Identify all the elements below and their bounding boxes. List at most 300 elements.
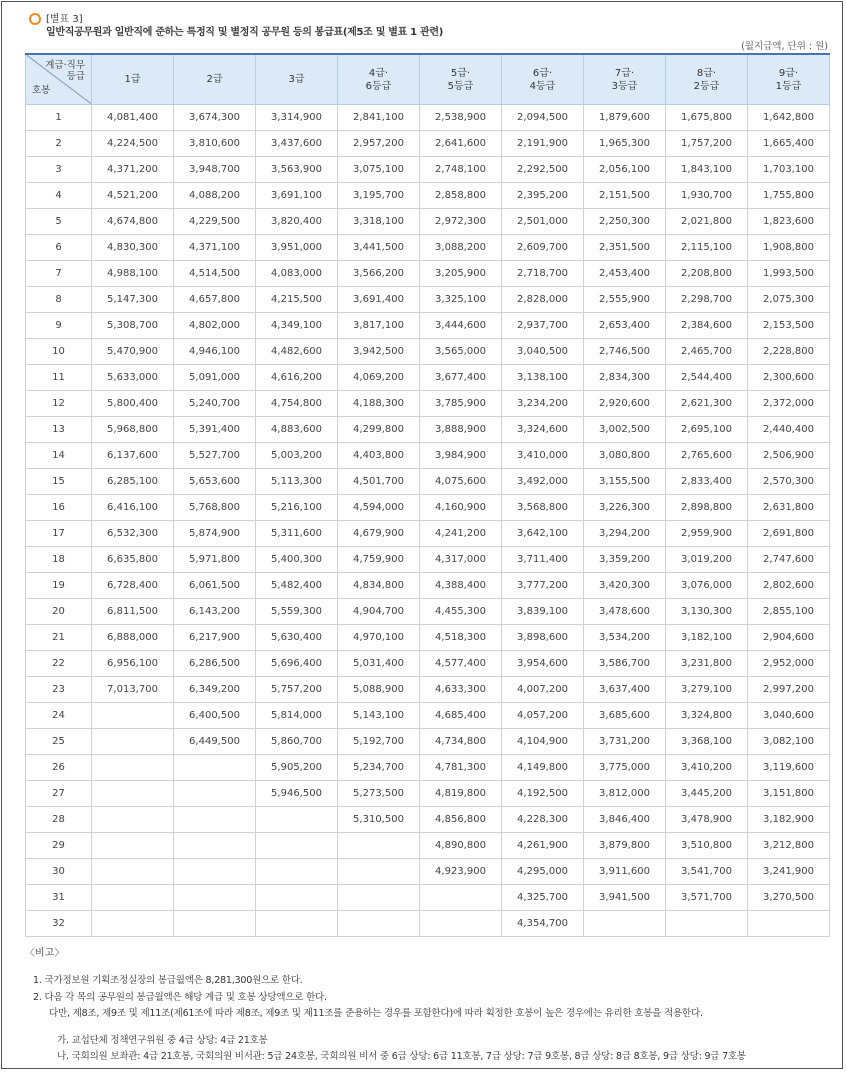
salary-cell: 2,395,200 — [502, 183, 584, 209]
salary-cell: 2,453,400 — [584, 261, 666, 287]
step-number-cell: 3 — [26, 157, 92, 183]
salary-cell: 4,069,200 — [338, 365, 420, 391]
salary-table-body — [26, 105, 830, 937]
salary-cell: 3,314,900 — [256, 105, 338, 131]
salary-cell: 3,082,100 — [748, 729, 830, 755]
salary-cell: 3,279,100 — [666, 677, 748, 703]
column-header: 3급 — [256, 54, 338, 105]
salary-cell: 4,734,800 — [420, 729, 502, 755]
salary-cell: 3,080,800 — [584, 443, 666, 469]
salary-cell: 4,988,100 — [92, 261, 174, 287]
salary-cell: 3,568,800 — [502, 495, 584, 521]
salary-cell — [92, 885, 174, 911]
table-row — [26, 651, 830, 677]
salary-cell: 6,888,000 — [92, 625, 174, 651]
corner-step-label: 호봉 — [32, 85, 51, 96]
salary-cell — [174, 833, 256, 859]
salary-cell: 4,229,500 — [174, 209, 256, 235]
salary-cell: 4,518,300 — [420, 625, 502, 651]
step-number-cell: 14 — [26, 443, 92, 469]
salary-cell: 2,292,500 — [502, 157, 584, 183]
salary-cell: 3,076,000 — [666, 573, 748, 599]
salary-cell — [666, 911, 748, 937]
salary-cell: 1,908,800 — [748, 235, 830, 261]
salary-cell: 4,104,900 — [502, 729, 584, 755]
salary-cell: 5,143,100 — [338, 703, 420, 729]
salary-cell: 6,811,500 — [92, 599, 174, 625]
salary-cell: 4,759,900 — [338, 547, 420, 573]
table-row — [26, 443, 830, 469]
step-number-cell: 5 — [26, 209, 92, 235]
salary-cell: 3,445,200 — [666, 781, 748, 807]
salary-cell: 4,754,800 — [256, 391, 338, 417]
bullet-circle-icon — [29, 13, 41, 25]
salary-cell: 4,215,500 — [256, 287, 338, 313]
salary-cell: 3,478,600 — [584, 599, 666, 625]
salary-cell: 5,310,500 — [338, 807, 420, 833]
salary-cell: 1,823,600 — [748, 209, 830, 235]
salary-cell: 2,151,500 — [584, 183, 666, 209]
step-number-cell: 23 — [26, 677, 92, 703]
table-row — [26, 313, 830, 339]
salary-cell: 3,088,200 — [420, 235, 502, 261]
salary-cell: 5,113,300 — [256, 469, 338, 495]
salary-cell: 2,506,900 — [748, 443, 830, 469]
table-row — [26, 703, 830, 729]
salary-cell: 5,768,800 — [174, 495, 256, 521]
salary-cell: 4,514,500 — [174, 261, 256, 287]
salary-cell: 2,748,100 — [420, 157, 502, 183]
salary-cell: 4,149,800 — [502, 755, 584, 781]
salary-cell: 2,440,400 — [748, 417, 830, 443]
table-row — [26, 339, 830, 365]
salary-cell: 2,300,600 — [748, 365, 830, 391]
salary-cell: 5,696,400 — [256, 651, 338, 677]
step-number-cell: 11 — [26, 365, 92, 391]
salary-cell: 6,217,900 — [174, 625, 256, 651]
step-number-cell: 7 — [26, 261, 92, 287]
salary-cell: 5,559,300 — [256, 599, 338, 625]
salary-cell: 2,695,100 — [666, 417, 748, 443]
salary-cell: 2,746,500 — [584, 339, 666, 365]
table-row — [26, 131, 830, 157]
salary-cell: 4,674,800 — [92, 209, 174, 235]
salary-cell: 2,384,600 — [666, 313, 748, 339]
salary-cell: 2,621,300 — [666, 391, 748, 417]
salary-cell: 2,997,200 — [748, 677, 830, 703]
salary-cell: 3,642,100 — [502, 521, 584, 547]
salary-cell: 1,675,800 — [666, 105, 748, 131]
salary-cell: 3,002,500 — [584, 417, 666, 443]
salary-cell: 4,081,400 — [92, 105, 174, 131]
salary-cell: 6,286,500 — [174, 651, 256, 677]
salary-cell: 2,372,000 — [748, 391, 830, 417]
salary-cell: 4,188,300 — [338, 391, 420, 417]
salary-table — [25, 53, 830, 937]
salary-cell: 3,571,700 — [666, 885, 748, 911]
table-row — [26, 183, 830, 209]
table-row — [26, 105, 830, 131]
salary-cell: 4,802,000 — [174, 313, 256, 339]
salary-cell — [174, 911, 256, 937]
salary-cell: 4,904,700 — [338, 599, 420, 625]
salary-cell: 2,691,800 — [748, 521, 830, 547]
salary-cell: 2,920,600 — [584, 391, 666, 417]
salary-cell: 2,898,800 — [666, 495, 748, 521]
salary-cell: 4,057,200 — [502, 703, 584, 729]
salary-cell: 1,642,800 — [748, 105, 830, 131]
step-number-cell: 26 — [26, 755, 92, 781]
salary-cell — [256, 911, 338, 937]
salary-cell: 5,946,500 — [256, 781, 338, 807]
salary-cell: 4,075,600 — [420, 469, 502, 495]
salary-cell: 4,970,100 — [338, 625, 420, 651]
salary-cell: 1,665,400 — [748, 131, 830, 157]
salary-cell: 4,317,000 — [420, 547, 502, 573]
salary-cell: 3,731,200 — [584, 729, 666, 755]
table-row — [26, 599, 830, 625]
salary-cell: 6,956,100 — [92, 651, 174, 677]
salary-cell: 2,250,300 — [584, 209, 666, 235]
salary-cell: 4,088,200 — [174, 183, 256, 209]
salary-cell: 3,879,800 — [584, 833, 666, 859]
step-number-cell: 2 — [26, 131, 92, 157]
salary-cell: 3,478,900 — [666, 807, 748, 833]
column-header: 2급 — [174, 54, 256, 105]
salary-cell: 3,410,200 — [666, 755, 748, 781]
salary-cell — [92, 807, 174, 833]
salary-cell: 5,308,700 — [92, 313, 174, 339]
remark-item: 다만, 제8조, 제9조 및 제11조(제61조에 따라 제8조, 제9조 및 제11조를 준용하는 경우를 포함한다)에 따라 획정한 호봉이 높은 경우에는 유리한 호봉을 적용한다. — [49, 1008, 703, 1019]
salary-cell: 2,828,000 — [502, 287, 584, 313]
table-header-row — [26, 54, 830, 105]
salary-cell: 3,119,600 — [748, 755, 830, 781]
salary-cell: 2,555,900 — [584, 287, 666, 313]
salary-cell: 4,946,100 — [174, 339, 256, 365]
salary-cell: 2,115,100 — [666, 235, 748, 261]
salary-cell: 3,437,600 — [256, 131, 338, 157]
salary-cell: 3,241,900 — [748, 859, 830, 885]
step-number-cell: 29 — [26, 833, 92, 859]
salary-cell: 2,858,800 — [420, 183, 502, 209]
salary-cell: 5,311,600 — [256, 521, 338, 547]
salary-cell: 4,577,400 — [420, 651, 502, 677]
salary-cell: 4,325,700 — [502, 885, 584, 911]
step-number-cell: 13 — [26, 417, 92, 443]
salary-cell: 6,061,500 — [174, 573, 256, 599]
salary-cell: 5,860,700 — [256, 729, 338, 755]
salary-cell: 5,234,700 — [338, 755, 420, 781]
salary-cell: 3,563,900 — [256, 157, 338, 183]
salary-cell: 3,685,600 — [584, 703, 666, 729]
salary-cell — [92, 755, 174, 781]
remark-subitem: 가. 교섭단체 정책연구위원 중 4급 상당: 4급 21호봉 — [57, 1035, 268, 1046]
table-row — [26, 729, 830, 755]
step-number-cell: 30 — [26, 859, 92, 885]
salary-cell — [338, 885, 420, 911]
step-number-cell: 20 — [26, 599, 92, 625]
salary-cell: 3,019,200 — [666, 547, 748, 573]
salary-cell: 6,449,500 — [174, 729, 256, 755]
salary-cell: 4,482,600 — [256, 339, 338, 365]
salary-cell: 3,948,700 — [174, 157, 256, 183]
step-number-cell: 28 — [26, 807, 92, 833]
salary-cell: 3,234,200 — [502, 391, 584, 417]
remark-subitem: 나. 국회의원 보좌관: 4급 21호봉, 국회의원 비서관: 5급 24호봉, 국회의원 비서 중 6급 상당: 6급 11호봉, 7급 상당: 7급 9호봉, 8급 상당: 8급 8호봉, 9급 상당: 9급 7호봉 — [57, 1051, 746, 1062]
step-number-cell: 19 — [26, 573, 92, 599]
table-row — [26, 807, 830, 833]
salary-cell — [92, 729, 174, 755]
salary-cell: 2,904,600 — [748, 625, 830, 651]
column-header: 4급· 6등급 — [338, 54, 420, 105]
table-row — [26, 287, 830, 313]
salary-cell: 3,541,700 — [666, 859, 748, 885]
salary-cell: 5,470,900 — [92, 339, 174, 365]
step-number-cell: 12 — [26, 391, 92, 417]
salary-cell — [174, 781, 256, 807]
salary-cell — [748, 911, 830, 937]
salary-cell: 4,388,400 — [420, 573, 502, 599]
salary-cell: 2,544,400 — [666, 365, 748, 391]
salary-cell: 2,641,600 — [420, 131, 502, 157]
salary-cell: 4,890,800 — [420, 833, 502, 859]
salary-cell: 4,371,100 — [174, 235, 256, 261]
salary-cell: 4,883,600 — [256, 417, 338, 443]
step-number-cell: 22 — [26, 651, 92, 677]
salary-cell: 3,954,600 — [502, 651, 584, 677]
salary-cell: 4,224,500 — [92, 131, 174, 157]
salary-cell: 3,677,400 — [420, 365, 502, 391]
salary-cell: 3,155,500 — [584, 469, 666, 495]
table-row — [26, 573, 830, 599]
salary-cell — [420, 885, 502, 911]
salary-cell: 5,391,400 — [174, 417, 256, 443]
salary-cell: 3,318,100 — [338, 209, 420, 235]
salary-cell: 3,324,600 — [502, 417, 584, 443]
remark-item: 2. 다음 각 목의 공무원의 봉급월액은 해당 계급 및 호봉 상당액으로 한다. — [33, 992, 327, 1003]
salary-cell: 2,021,800 — [666, 209, 748, 235]
salary-cell: 1,703,100 — [748, 157, 830, 183]
salary-cell: 5,240,700 — [174, 391, 256, 417]
salary-cell: 6,400,500 — [174, 703, 256, 729]
salary-cell: 3,812,000 — [584, 781, 666, 807]
salary-cell — [338, 859, 420, 885]
salary-cell: 5,874,900 — [174, 521, 256, 547]
salary-cell: 3,911,600 — [584, 859, 666, 885]
salary-cell — [174, 807, 256, 833]
salary-cell: 2,952,000 — [748, 651, 830, 677]
salary-cell: 3,839,100 — [502, 599, 584, 625]
salary-cell: 4,371,200 — [92, 157, 174, 183]
salary-cell: 4,354,700 — [502, 911, 584, 937]
salary-cell: 3,325,100 — [420, 287, 502, 313]
salary-cell: 4,633,300 — [420, 677, 502, 703]
salary-cell: 6,285,100 — [92, 469, 174, 495]
salary-cell: 3,674,300 — [174, 105, 256, 131]
table-row — [26, 625, 830, 651]
salary-cell: 2,718,700 — [502, 261, 584, 287]
salary-cell: 3,359,200 — [584, 547, 666, 573]
salary-cell: 2,570,300 — [748, 469, 830, 495]
salary-cell: 4,455,300 — [420, 599, 502, 625]
salary-cell: 2,631,800 — [748, 495, 830, 521]
table-row — [26, 417, 830, 443]
salary-cell: 2,841,100 — [338, 105, 420, 131]
salary-cell: 3,785,900 — [420, 391, 502, 417]
salary-cell: 2,972,300 — [420, 209, 502, 235]
salary-cell: 5,633,000 — [92, 365, 174, 391]
salary-cell: 3,691,400 — [338, 287, 420, 313]
table-row — [26, 391, 830, 417]
salary-cell: 2,351,500 — [584, 235, 666, 261]
salary-cell: 4,261,900 — [502, 833, 584, 859]
salary-cell: 5,147,300 — [92, 287, 174, 313]
salary-cell: 2,653,400 — [584, 313, 666, 339]
salary-cell: 5,482,400 — [256, 573, 338, 599]
salary-cell — [174, 755, 256, 781]
table-row — [26, 365, 830, 391]
table-row — [26, 261, 830, 287]
unit-note: (월지급액, 단위 : 원) — [741, 41, 828, 52]
salary-cell: 4,781,300 — [420, 755, 502, 781]
column-header: 7급· 3등급 — [584, 54, 666, 105]
table-row — [26, 547, 830, 573]
salary-cell: 3,138,100 — [502, 365, 584, 391]
salary-cell: 3,441,500 — [338, 235, 420, 261]
salary-cell: 4,521,200 — [92, 183, 174, 209]
salary-cell: 4,295,000 — [502, 859, 584, 885]
salary-cell: 6,349,200 — [174, 677, 256, 703]
step-number-cell: 6 — [26, 235, 92, 261]
salary-cell: 3,444,600 — [420, 313, 502, 339]
step-number-cell: 32 — [26, 911, 92, 937]
salary-cell: 3,565,000 — [420, 339, 502, 365]
salary-cell: 3,212,800 — [748, 833, 830, 859]
salary-cell: 2,056,100 — [584, 157, 666, 183]
corner-header-cell — [26, 54, 92, 105]
salary-cell: 3,410,000 — [502, 443, 584, 469]
salary-cell: 2,747,600 — [748, 547, 830, 573]
column-header: 1급 — [92, 54, 174, 105]
salary-cell: 4,403,800 — [338, 443, 420, 469]
salary-cell: 1,757,200 — [666, 131, 748, 157]
table-row — [26, 885, 830, 911]
table-row — [26, 521, 830, 547]
salary-cell: 3,820,400 — [256, 209, 338, 235]
salary-cell: 3,898,600 — [502, 625, 584, 651]
salary-cell: 3,942,500 — [338, 339, 420, 365]
salary-cell — [92, 703, 174, 729]
salary-cell: 4,856,800 — [420, 807, 502, 833]
salary-cell: 4,830,300 — [92, 235, 174, 261]
salary-cell — [256, 807, 338, 833]
table-row — [26, 911, 830, 937]
salary-cell: 3,231,800 — [666, 651, 748, 677]
salary-cell: 4,192,500 — [502, 781, 584, 807]
column-header: 6급· 4등급 — [502, 54, 584, 105]
salary-cell: 2,075,300 — [748, 287, 830, 313]
salary-cell: 3,040,500 — [502, 339, 584, 365]
column-header: 8급· 2등급 — [666, 54, 748, 105]
salary-cell: 4,616,200 — [256, 365, 338, 391]
salary-cell: 4,679,900 — [338, 521, 420, 547]
step-number-cell: 4 — [26, 183, 92, 209]
step-number-cell: 31 — [26, 885, 92, 911]
salary-cell: 1,843,100 — [666, 157, 748, 183]
salary-cell: 3,637,400 — [584, 677, 666, 703]
salary-cell: 4,594,000 — [338, 495, 420, 521]
salary-cell: 3,941,500 — [584, 885, 666, 911]
salary-cell: 3,294,200 — [584, 521, 666, 547]
salary-cell: 6,532,300 — [92, 521, 174, 547]
salary-cell: 3,534,200 — [584, 625, 666, 651]
salary-cell: 5,400,300 — [256, 547, 338, 573]
table-row — [26, 209, 830, 235]
salary-cell: 2,765,600 — [666, 443, 748, 469]
salary-cell — [92, 859, 174, 885]
salary-cell: 4,923,900 — [420, 859, 502, 885]
step-number-cell: 15 — [26, 469, 92, 495]
table-row — [26, 859, 830, 885]
salary-cell: 2,501,000 — [502, 209, 584, 235]
salary-cell: 3,888,900 — [420, 417, 502, 443]
table-title: 일반직공무원과 일반직에 준하는 특정직 및 별정직 공무원 등의 봉급표(제5조 및 별표 1 관련) — [46, 27, 443, 38]
salary-cell: 2,465,700 — [666, 339, 748, 365]
salary-cell: 2,094,500 — [502, 105, 584, 131]
remark-item: 1. 국가정보원 기획조정실장의 봉급월액은 8,281,300원으로 한다. — [33, 975, 303, 986]
salary-cell: 5,757,200 — [256, 677, 338, 703]
salary-cell: 1,965,300 — [584, 131, 666, 157]
salary-cell — [92, 911, 174, 937]
salary-cell: 5,216,100 — [256, 495, 338, 521]
salary-cell: 4,685,400 — [420, 703, 502, 729]
salary-cell: 3,951,000 — [256, 235, 338, 261]
salary-cell: 2,191,900 — [502, 131, 584, 157]
step-number-cell: 18 — [26, 547, 92, 573]
salary-cell: 4,241,200 — [420, 521, 502, 547]
salary-cell: 2,959,900 — [666, 521, 748, 547]
salary-cell: 4,819,800 — [420, 781, 502, 807]
salary-cell: 6,143,200 — [174, 599, 256, 625]
salary-cell: 2,937,700 — [502, 313, 584, 339]
salary-cell: 5,088,900 — [338, 677, 420, 703]
salary-cell: 3,984,900 — [420, 443, 502, 469]
corner-grade-label: 계급·직무 등급 — [45, 60, 85, 82]
step-number-cell: 25 — [26, 729, 92, 755]
salary-cell: 1,879,600 — [584, 105, 666, 131]
salary-cell: 4,501,700 — [338, 469, 420, 495]
salary-cell — [256, 859, 338, 885]
salary-cell — [338, 911, 420, 937]
salary-cell: 4,228,300 — [502, 807, 584, 833]
salary-cell: 2,855,100 — [748, 599, 830, 625]
salary-cell: 3,777,200 — [502, 573, 584, 599]
salary-cell: 3,691,100 — [256, 183, 338, 209]
salary-cell: 4,834,800 — [338, 573, 420, 599]
salary-cell: 3,368,100 — [666, 729, 748, 755]
salary-cell: 4,007,200 — [502, 677, 584, 703]
salary-cell: 5,091,000 — [174, 365, 256, 391]
salary-cell: 5,003,200 — [256, 443, 338, 469]
salary-cell: 3,566,200 — [338, 261, 420, 287]
salary-cell: 3,846,400 — [584, 807, 666, 833]
table-row — [26, 677, 830, 703]
step-number-cell: 16 — [26, 495, 92, 521]
salary-cell — [256, 885, 338, 911]
step-number-cell: 17 — [26, 521, 92, 547]
salary-cell: 4,657,800 — [174, 287, 256, 313]
salary-cell: 3,226,300 — [584, 495, 666, 521]
